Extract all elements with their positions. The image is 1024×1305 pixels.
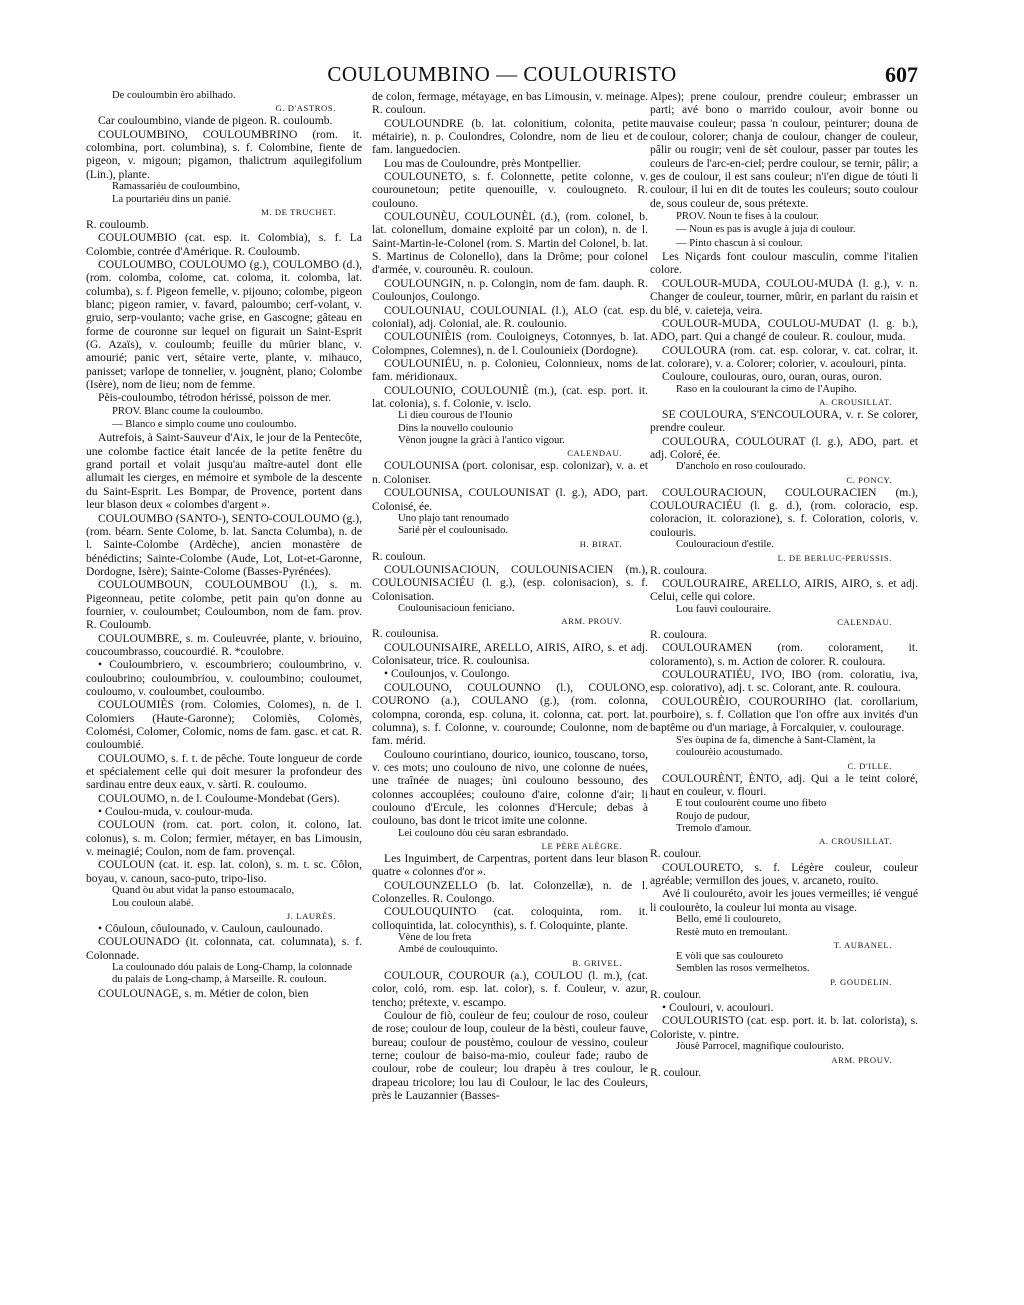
verse-line: Ramassariéu de couloumbino, xyxy=(112,181,240,193)
entry-paragraph: COULOUMBINO, COULOUMBRINO (rom. it. colombina, port. columbina), s. f. Colombine, fiente de pigeon, v. migoun; pigamon, thalictrum aquilegifolium (Lin.), plante. xyxy=(86,127,362,181)
entry-paragraph: Lou mas de Couloundre, près Montpellier. xyxy=(384,156,581,170)
attribution: LE PÈRE ALÈGRE. xyxy=(541,841,622,851)
entry-paragraph: COULOUMO, n. de l. Couloume-Mondebat (Gers). xyxy=(98,791,340,805)
column-left xyxy=(86,90,362,1000)
proverb-line: — Noun es pas is avugle à juja di coulour. xyxy=(676,224,856,236)
verse-line: Ambé de coulouquinto. xyxy=(398,944,498,956)
verse-line: Vène de lou freta xyxy=(398,932,472,944)
column-middle xyxy=(372,90,648,1102)
entry-paragraph: Autrefois, à Saint-Sauveur d'Aix, le jour de la Pentecôte, une colombe factice était lancée de la petite fenêtre du grand portail et volait jusqu'au maître-autel dont elle allumait les cierges, en mémoire et symbole de la descente du Saint-Esprit. Les Bompar, de Provence, portent dans leur blason deux « colombes d'argent ». xyxy=(86,431,362,512)
entry-paragraph: Pèis-couloumbo, tétrodon hérissé, poisson de mer. xyxy=(98,391,332,405)
verse-line: Li dieu courous de l'Iounio xyxy=(398,410,513,422)
verse-line: La pourtariéu dins un panié. xyxy=(112,193,232,205)
verse-line: E vòli que sas couloureto xyxy=(676,950,784,962)
entry-paragraph: Les Inguimbert, de Carpentras, portent dans leur blason quatre « colonnes d'or ». xyxy=(372,852,648,879)
verse-line: E tout coulourènt coume uno fibeto xyxy=(676,798,827,810)
verse-line: Jòusè Parrocel, magnifique coulouristo. xyxy=(676,1041,844,1053)
attribution: A. CROUSILLAT. xyxy=(819,396,892,407)
verse-line: Lei coulouno dòu cèu saran esbrandado. xyxy=(398,827,569,839)
verse-line: D'ancholo en roso coulourado. xyxy=(676,461,806,473)
reference-line: R. couloun. xyxy=(372,549,426,563)
reference-line: R. coulour. xyxy=(650,987,702,1001)
entry-paragraph: COULOUNISA (port. colonisar, esp. colonizar), v. a. et n. Coloniser. xyxy=(372,459,648,486)
entry-paragraph: COULOUNÈU, COULOUNÈL (d.), (rom. colonel, b. lat. colonellum, domaine exploité par un colon), n. de l. Saint-Martin-le-Colonel (rom. S. Martin del Colonel, b. lat. S. Martinus de Colonello), dans la Drôme; pour colonel d'armée, v. courounèu. R. couloun. xyxy=(372,210,648,277)
attribution: CALENDAU. xyxy=(567,448,622,459)
attribution: G. D'ASTROS. xyxy=(275,103,336,114)
entry-paragraph: COULOUR, COUROUR (a.), COULOU (l. m.), (cat. color, coló, rom. esp. lat. color), s. f. Couleur, v. azur, tencho; prétexte, v. escampo. xyxy=(372,968,648,1009)
entry-paragraph: COULOURETO, s. f. Légère couleur, couleur agréable; vermillon des joues, v. arcaneto, rouito. xyxy=(650,860,918,888)
entry-paragraph: Couloure, coulouras, ouro, ouran, ouras, ouron. xyxy=(662,370,882,384)
entry-paragraph: • Côuloun, côulounado, v. Cauloun, caulounado. xyxy=(98,921,323,935)
entry-paragraph: COULOUNO, COULOUNNO (l.), COULONO, COURONO (a.), COULANO (g.), (rom. colonna, colompna, coronda, esp. coluna, it. colonna, cat. port. lat. columna), s. f. Colonne, v. courounde; Coulonne, nom de fam. mérid. xyxy=(372,680,648,748)
entry-paragraph: COULOUMIÈS (rom. Colomies, Colomes), n. de l. Colomiers (Haute-Garonne); Colomiès, Colomès, Colomési, Colomer, Colomic, noms de fam. gasc. et cat. R. couloumbié. xyxy=(86,698,362,752)
verse-line: Coulounisacioun feniciano. xyxy=(398,603,515,615)
attribution: M. DE TRUCHET. xyxy=(261,206,336,217)
attribution: L. DE BERLUC-PERUSSIS. xyxy=(777,552,892,563)
entry-paragraph: COULOURATIÉU, IVO, IBO (rom. coloratiu, iva, esp. colorativo), adj. t. sc. Colorant, ante. R. couloura. xyxy=(650,668,918,695)
verse-line: Quand òu abut vidat la panso estoumacalo, xyxy=(112,885,295,897)
entry-paragraph: Avé li coulouréto, avoir les joues vermeilles; ié vengué li coulourèto, la couleur lui monta au visage. xyxy=(650,887,918,914)
entry-paragraph: COULOUNDRE (b. lat. colonitium, colonita, petite métairie), n. p. Coulondres, Colondre, nom de lieu et de fam. languedocien. xyxy=(372,116,648,157)
entry-paragraph: • Coulounjos, v. Coulongo. xyxy=(384,667,510,681)
page-number: 607 xyxy=(885,62,918,87)
entry-paragraph: COULOUMO, s. f. t. de pêche. Toute longueur de corde et spécialement celle qui doit mesurer la profondeur des sardinau entre deux eaux, v. sàrti. R. couloumo. xyxy=(86,751,362,792)
entry-paragraph: COULOUNETO, s. f. Colonnette, petite colonne, v. courounetoun; petite quenouille, v. coulougneto. R. coulouno. xyxy=(372,170,648,210)
entry-paragraph: • Coulou-muda, v. coulour-muda. xyxy=(98,805,254,819)
entry-paragraph: • Coulouri, v. acoulouri. xyxy=(662,1001,774,1015)
reference-line: R. couloura. xyxy=(650,563,707,577)
proverb-line: — Pinto chascun à si coulour. xyxy=(676,237,803,249)
column-right xyxy=(650,90,918,1079)
entry-paragraph: COULOUQUINTO (cat. coloquinta, rom. it. colloquintida, lat. colocynthis), s. f. Coloquinte, plante. xyxy=(372,905,648,932)
entry-paragraph: COULOUNAGE, s. m. Métier de colon, bien xyxy=(98,986,309,1000)
entry-paragraph: COULOUMBRE, s. m. Couleuvrée, plante, v. briouino, coucoumbrasso, coucourdié. R. *coulobre. xyxy=(86,631,362,658)
entry-paragraph: COULOURISTO (cat. esp. port. it. b. lat. colorista), s. Coloriste, v. pintre. xyxy=(650,1014,918,1041)
entry-paragraph: COULOUNISA, COULOUNISAT (l. g.), ADO, part. Colonisé, ée. xyxy=(372,486,648,513)
entry-paragraph: COULOUMBO (SANTO-), SENTO-COULOUMO (g.), (rom. béarn. Sente Colome, b. lat. Sancta Columba), n. de l. Sainte-Colombe (Ardèche), ancien monastère de bénédictins; Sainte-Colombe (Aude, Lot, Lot-et-Garonne, Dordogne, Isère); Sainte-Colome (Basses-Pyrénées). xyxy=(86,511,362,578)
entry-paragraph: COULOURA, COULOURAT (l. g.), ADO, part. et adj. Coloré, ée. xyxy=(650,434,918,461)
entry-paragraph: COULOURÈIO, COUROURIHO (lat. corollarium, pourboire), s. f. Collation que l'on offre aux invités d'un baptême ou d'un mariage, à Forcalquier, v. coulourage. xyxy=(650,694,918,735)
entry-paragraph: COULOUNIÉU, n. p. Colonieu, Colonnieux, noms de fam. méridionaux. xyxy=(372,356,648,384)
entry-paragraph: • Couloumbriero, v. escoumbriero; couloumbrino, v. couloubrino; couloumbriou, v. couloumbino; couloumet, couloumo, v. couloumbet, couloumbo. xyxy=(86,658,362,698)
verse-line: Bello, emé li couloureto, xyxy=(676,914,782,926)
entry-paragraph: Coulouno courintiano, dourico, iounico, touscano, torso, v. ces mots; uno coulouno de nivo, une colonne de nuées, une traînée de nuages; ùni coulouno bessouno, des colonnes accouplées; coulouno d'aire, colonne d'air; li coulouno d'Ercule, les colonnes d'Hercule; debas à coulouno, bas dont le tricot imite une colonne. xyxy=(372,747,648,828)
attribution: P. GOUDELIN. xyxy=(830,976,892,987)
entry-paragraph: COULOUNADO (it. colonnata, cat. columnata), s. f. Colonnade. xyxy=(86,935,362,962)
proverb-line: — Blanco e simplo coume uno couloumbo. xyxy=(112,419,297,431)
entry-paragraph: Les Niçards font coulour masculin, comme l'italien colore. xyxy=(650,250,918,277)
verse-line: Roujo de pudour, xyxy=(676,810,750,822)
attribution: C. D'ILLE. xyxy=(847,760,892,771)
verse-line: Coulouracioun d'estile. xyxy=(676,539,774,551)
entry-paragraph: COULOURACIOUN, COULOURACIEN (m.), COULOURACIÉU (l. g. d.), (rom. coloracio, esp. coloracion, it. colorazione), s. f. Coloration, coloris, v. coulouris. xyxy=(650,485,918,539)
entry-paragraph: COULOUNIÈIS (rom. Couloigneys, Cotonnyes, b. lat. Colompnes, Colemnes), n. de l. Coulounieix (Dordogne). xyxy=(372,330,648,357)
reference-line: R. couloura. xyxy=(650,627,707,641)
attribution: ARM. PROUV. xyxy=(561,616,622,627)
attribution: ARM. PROUV. xyxy=(831,1054,892,1065)
verse-line: Raso en la coulourant la cimo de l'Aupiho. xyxy=(676,383,857,395)
reference-line: R. coulour. xyxy=(650,847,702,861)
attribution: B. GRIVEL. xyxy=(572,957,622,968)
entry-paragraph: COULOUNZELLO (b. lat. Colonzellæ), n. de l. Colonzelles. R. Coulongo. xyxy=(372,878,648,906)
verse-line: Lou couloun alabé. xyxy=(112,897,194,909)
verse-line: Uno plajo tant renoumado xyxy=(398,512,509,524)
verse-line: Restè muto en tremoulant. xyxy=(676,926,788,938)
verse-line: La coulounado dóu palais de Long-Champ, la colonnade du palais de Long-champ, à Marseille. R. couloun. xyxy=(112,961,353,986)
entry-paragraph: COULOUN (rom. cat. port. colon, it. colono, lat. colonus), s. m. Colon; fermier, métayer, en bas Limousin, v. meinagié; Coulon, nom de fam. provençal. xyxy=(86,818,362,859)
reference-line: R. couloumb. xyxy=(86,217,149,231)
entry-paragraph: COULOUN (cat. it. esp. lat. colon), s. m. t. sc. Côlon, boyau, v. canoun, saco-puto, tripo-liso. xyxy=(86,858,362,885)
running-head: COULOUMBINO — COULOURISTO xyxy=(327,62,677,86)
verse-line: S'es òupina de fa, dimenche à Sant-Clamènt, la coulourèio acoustumado. xyxy=(676,734,876,759)
verse-line: Lou fauvi coulouraire. xyxy=(676,603,772,615)
entry-paragraph: SE COULOURA, S'ENCOULOURA, v. r. Se colorer, prendre couleur. xyxy=(650,407,918,435)
entry-paragraph: COULOUMBIO (cat. esp. it. Colombia), s. f. La Colombie, contrée d'Amérique. R. Couloumb. xyxy=(86,231,362,258)
entry-paragraph: COULOUR-MUDA, COULOU-MUDA (l. g.), v. n. Changer de couleur, tourner, mûrir, en parlant du raisin et du blé, v. caieteja, veira. xyxy=(650,276,918,317)
verse-line: Tremolo d'amour. xyxy=(676,823,752,835)
entry-paragraph: COULOUR-MUDA, COULOU-MUDAT (l. g. b.), ADO, part. Qui a changé de couleur. R. coulour, muda. xyxy=(650,316,918,344)
entry-paragraph: COULOURA (rom. cat. esp. colorar, v. cat. colrar, it. lat. colorare), v. a. Colorer; colorier, v. acoulouri, pinta. xyxy=(650,343,918,370)
reference-line: R. coulounisa. xyxy=(372,627,439,641)
entry-paragraph: COULOURAMEN (rom. colorament, it. coloramento), s. m. Action de colorer. R. couloura. xyxy=(650,641,918,668)
proverb-line: PROV. Noun te fises à la coulour. xyxy=(676,211,819,223)
verse-line: Dins la nouvello coulounio xyxy=(398,422,514,434)
reference-line: R. coulour. xyxy=(650,1065,702,1079)
entry-paragraph: COULOUMBO, COULOUMO (g.), COULOMBO (d.), (rom. colomba, colome, cat. coloma, it. colomba, lat. columba), s. f. Pigeon femelle, v. pijouno; colombe, pigeon blanc; pigeon ramier, v. favard, paloumbo; cerf-volant, v. gruio, serp-voulanto; vache grise, en Gascogne; gâteau en forme de couronne sur lequel on figurait un Saint-Esprit (G. Azaïs), v. couloumb; feuille du mûrier blanc, v. amourié; panic vert, sétaire verte, plante, v. mihauco, panisset; varlope de tonnelier, v. jougnènt, plano; Colombe (Isère), nom de lieu; nom de femme. xyxy=(86,257,362,392)
verse-line: Semblen las rosos vermelhetos. xyxy=(676,963,810,975)
entry-paragraph: COULOURÈNT, ÈNTO, adj. Qui a le teint coloré, haut en couleur, v. flouri. xyxy=(650,771,918,798)
entry-paragraph: COULOUNGIN, n. p. Colongin, nom de fam. dauph. R. Coulounjos, Coulongo. xyxy=(372,276,648,304)
verse-line: Sarié pèr el coulounisado. xyxy=(398,525,509,537)
entry-paragraph: COULOUNIO, COULOUNIÈ (m.), (cat. esp. port. it. lat. colonia), s. f. Colonie, v. isclo. xyxy=(372,383,648,410)
entry-paragraph: COULOUNIAU, COULOUNIAL (l.), ALO (cat. esp. colonial), adj. Colonial, ale. R. coulounio. xyxy=(372,303,648,330)
entry-paragraph: COULOUNISAIRE, ARELLO, AIRIS, AIRO, s. et adj. Colonisateur, trice. R. coulounisa. xyxy=(372,640,648,668)
entry-paragraph: Car couloumbino, viande de pigeon. R. couloumb. xyxy=(98,114,333,128)
entry-paragraph: COULOUNISACIOUN, COULOUNISACIEN (m.), COULOUNISACIÉU (l. g.), (esp. colonisacion), s. f. Colonisation. xyxy=(372,563,648,603)
page-header xyxy=(86,60,918,94)
attribution: T. AUBANEL. xyxy=(833,939,892,950)
entry-paragraph: COULOUMBOUN, COULOUMBOU (l.), s. m. Pigeonneau, petite colombe, petit pain qu'on donne au fournier, v. couloumbet; Couloumbon, nom de fam. prov. R. Couloumb. xyxy=(86,578,362,632)
verse-line: Vènon jougne la gràci à l'antico vigour. xyxy=(398,435,565,447)
entry-paragraph: COULOURAIRE, ARELLO, AIRIS, AIRO, s. et adj. Celui, celle qui colore. xyxy=(650,576,918,604)
attribution: CALENDAU. xyxy=(837,616,892,627)
entry-paragraph: Coulour de fiò, couleur de feu; coulour de roso, couleur de rose; coulour de loup, couleur de la bèsti, couleur fauve, bureau; coulour de poustèmo, coulour de vessino, couleur terne; coulour de baiso-ma-mio, couleur fade; raubo de coulour, robe de couleur; lou drapèu à tres coulour, le drapeau tricolore; lou lau di Coulour, le lac des Couleurs, près le Lauzannier (Basses- xyxy=(372,1008,648,1102)
proverb-line: PROV. Blanc coume la couloumbo. xyxy=(112,405,264,417)
verse-line: De couloumbin èro abilhado. xyxy=(112,90,236,101)
reference-line: Alpes); prene coulour, prendre couleur; embrasser un parti; avé bono o marrido coulour, avoir bonne ou mauvaise couleur; passa 'n coulour, peinturer; douna de coulour, colorer; chanja de coulour, changer de couleur, pâlir ou rougir; veni de sèt coulour, passer par toutes les couleurs de l'arc-en-ciel; perdre coulour, se ternir, pâlir; a ges de coulour, il est sans couleur; n'i'en digue de tóuti li coulour, il lui en dit de toutes les couleurs; souto coulour de, sous couleur de, sous prétexte. xyxy=(650,90,918,210)
attribution: C. PONCY. xyxy=(846,474,892,485)
reference-line: de colon, fermage, métayage, en bas Limousin, v. meinage. R. couloun. xyxy=(372,90,648,117)
attribution: H. BIRAT. xyxy=(579,538,622,549)
attribution: A. CROUSILLAT. xyxy=(819,836,892,847)
attribution: J. LAURÈS. xyxy=(286,910,336,921)
